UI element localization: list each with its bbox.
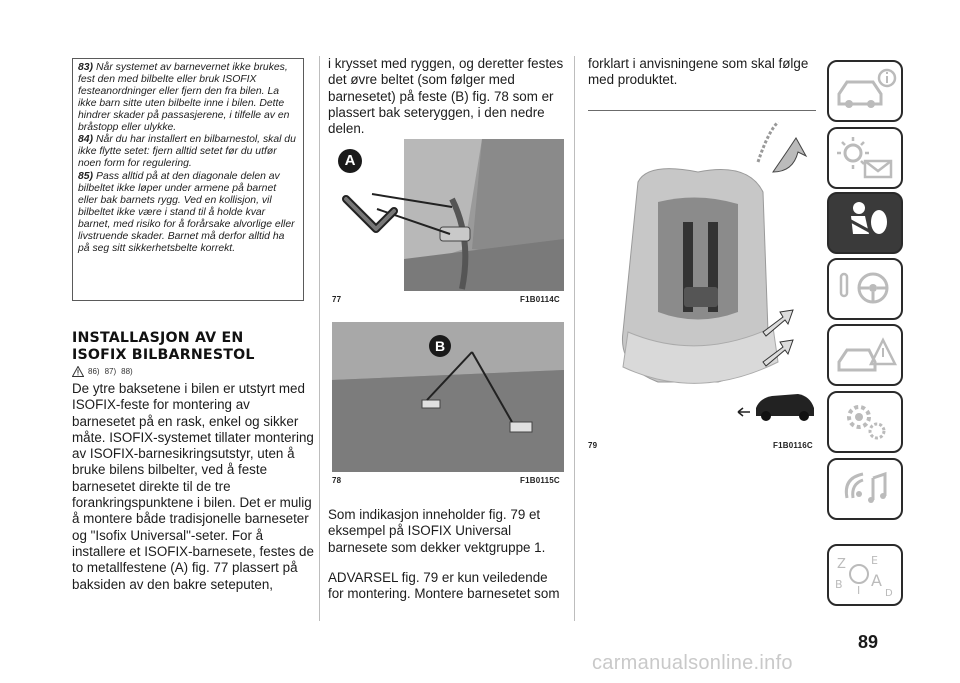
side-tab-multimedia[interactable] <box>827 458 903 520</box>
svg-text:D: D <box>885 588 893 599</box>
isofix-intro-text: De ytre baksetene i bilen er utstyrt med ISOFIX-feste for montering av barnesetet på en rask, enkel og sikker måte. ISOFIX-systemet tillater montering av ISOFIX-barnesikringsutstyr, uten å bruke bilens bilbelter, ved å feste barnesetet direkte til de tre forankringspunktene i bilen. Det er mulig å montere både tradisjonelle barneseter og "Isofix Universal"-seter. For å installere et ISOFIX-barnesete, festes de to metallfestene (A) fig. 77 plassert på baksiden av den bakre seteputen, <box>72 381 314 592</box>
svg-text:A: A <box>871 571 882 590</box>
side-tab-maintenance[interactable] <box>827 391 903 453</box>
page-number: 89 <box>858 632 879 652</box>
side-tab-index[interactable] <box>827 544 903 606</box>
figure-77-image <box>332 139 564 291</box>
warning-references: 86) 87) 88) <box>72 364 138 378</box>
multimedia-icon <box>829 460 901 518</box>
note-84: 84) Når du har installert en bilbarnestol, skal du ikke flytte setet: fjern alltid setet før du utfør noen form for regulering. <box>78 134 296 170</box>
figure-79-indication-text: Som indikasjon inneholder fig. 79 et eksempel på ISOFIX Universal barnesete som dekker vektgruppe 1. <box>328 507 546 555</box>
car-info-icon <box>829 62 901 120</box>
figure-78-image <box>332 322 564 472</box>
figure-77-isofix-anchor <box>332 139 564 291</box>
side-tab-emergency[interactable] <box>827 324 903 386</box>
figure-79-child-seat <box>588 112 816 434</box>
figure-77-label-a: A <box>344 152 356 169</box>
figure-79-code: F1B0116C <box>773 441 813 450</box>
figure-78-code: F1B0115C <box>520 476 560 485</box>
note-83: 83) Når systemet av barnevernet ikke brukes, fest den med bilbelte eller bruk ISOFIX festeanordninger eller fjern den fra bilen. La ikke barn sitte uten bilbelte inne i bilen. Dette hindrer skader på passasjerene, i tilfelle av en bråstopp eller ulykke. <box>78 62 290 133</box>
svg-text:I: I <box>857 584 861 597</box>
figure-78-label-b: B <box>434 338 446 354</box>
column-divider <box>574 56 575 621</box>
driving-icon <box>829 260 901 318</box>
watermark: carmanualsonline.info <box>592 652 793 674</box>
isofix-attach-text: i krysset med ryggen, og deretter festes det øvre beltet (som følger med barnesetet) på feste (B) fig. 78 som er plassert bak seteryggen, i den nedre delen. <box>328 56 564 137</box>
maintenance-icon <box>829 393 901 451</box>
svg-text:B: B <box>835 578 843 591</box>
side-tab-warning-lights[interactable] <box>827 127 903 189</box>
safety-icon <box>829 194 901 252</box>
figure-79-number: 79 <box>588 441 598 450</box>
index-icon <box>829 546 901 604</box>
warning-triangle-icon <box>72 366 84 377</box>
section-heading: INSTALLASJON AV EN ISOFIX BILBARNESTOL <box>72 330 255 363</box>
figure-top-rule <box>588 110 816 111</box>
side-tab-car-info[interactable] <box>827 60 903 122</box>
side-tab-safety[interactable] <box>827 192 903 254</box>
warning-notes-box <box>72 58 304 301</box>
warning-lights-icon <box>829 129 901 187</box>
figure-77-number: 77 <box>332 295 342 304</box>
figure-78-top-tether <box>332 322 564 472</box>
svg-text:E: E <box>871 554 878 567</box>
warning-text: ADVARSEL fig. 79 er kun veiledende for montering. Montere barnesetet som <box>328 570 560 602</box>
column-divider <box>319 56 320 621</box>
figure-79-image <box>588 112 816 434</box>
emergency-icon <box>829 326 901 384</box>
note-85: 85) Pass alltid på at den diagonale delen av bilbeltet ikke løper under armene på barnet eller bak barnets rygg. Ved en kollisjon, vil bilbeltet ikke være i stand til å holde kvar barnet, med risiko for å forårsake alvorlige eller livstruende skader. Barnet må derfor alltid ha på seg sitt sikkerhetsbelte korrekt. <box>78 171 295 254</box>
figure-78-number: 78 <box>332 476 342 485</box>
side-tab-driving[interactable] <box>827 258 903 320</box>
instructions-text: forklart i anvisningene som skal følge med produktet. <box>588 56 809 88</box>
figure-77-code: F1B0114C <box>520 295 560 304</box>
svg-text:Z: Z <box>837 557 846 572</box>
